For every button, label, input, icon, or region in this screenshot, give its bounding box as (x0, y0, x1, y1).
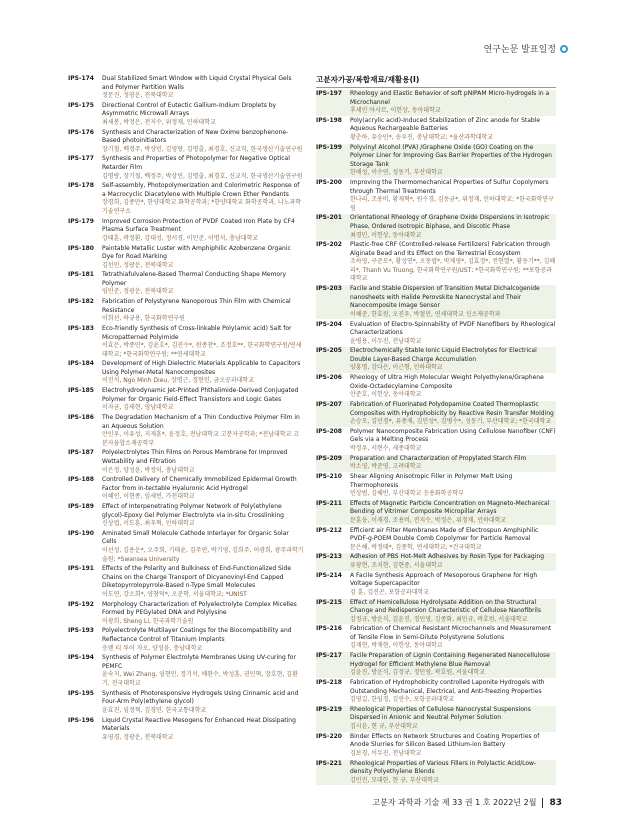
entry-code: IPS-220 (316, 732, 342, 740)
program-entry (316, 374, 556, 400)
entry-code: IPS-195 (68, 689, 94, 697)
entry-authors: 이혜준, 한효원, 오진우, 박철민, 연세대학교 신소재공학과 (350, 310, 501, 318)
entry-title: Directional Control of Eutectic Gallium-Indium Droplets by Asymmetric Microwall Arrays (102, 101, 277, 118)
entry-authors: 박소영, 박준영, 고려대학교 (350, 463, 422, 471)
entry-title: Preparation and Characterization of Propylated Starch Film (350, 454, 527, 462)
section-heading: 고분자가공/복합재료/재활용(I) (316, 75, 420, 84)
entry-authors: 이진석, Ngo Minh Dieu, 장명근, 정현민, 금오공과대학교 (102, 377, 255, 385)
program-entry (316, 500, 556, 526)
entry-title: Binder Effects on Network Structures and Coating Properties of Anode Slurries for Silicon Based Lithium-ion Battery (350, 732, 540, 749)
entry-code: IPS-210 (316, 472, 342, 480)
entry-body (102, 245, 304, 271)
entry-code: IPS-213 (316, 553, 342, 561)
entry-code: IPS-194 (68, 654, 94, 662)
entry-code: IPS-196 (68, 716, 94, 724)
entry-code: IPS-181 (68, 271, 94, 279)
entry-code: IPS-200 (316, 179, 342, 187)
entry-title: Liquid Crystal Reactive Mesogens for Enhanced Heat Dissipating Materials (102, 716, 296, 733)
entry-body (350, 652, 556, 678)
entry-authors: 김정규, 방운식, 김윤진, 정민영, 김종화, 최민규, 곽호원, 서울대학교 (350, 615, 528, 623)
entry-authors: 신상엽, 이도훈, 최우혁, 인하대학교 (102, 520, 195, 528)
program-entry (316, 527, 556, 553)
entry-body (102, 565, 304, 599)
program-entry (68, 654, 304, 688)
entry-title: Fabrication of Chemical Resistant Microchannels and Measurement of Tensile Flow in Semi-Dilute Polystyrene Solutions (350, 625, 552, 641)
entry-body (102, 449, 304, 475)
entry-body (102, 102, 304, 128)
entry-authors: 윤효진, 임정혁, 김경민, 한국교통대학교 (102, 706, 207, 714)
entry-authors: 류광현, 조치현, 김현중, 서울대학교 (350, 561, 443, 569)
entry-title: Plastic-free CRF (Controlled-release Fertilizers) Fabrication through Alginate Bead and Its Effect on the Terrestrial Ecosystem (350, 241, 550, 257)
entry-authors: 유영경, 정광운, 전북대학교 (102, 733, 174, 741)
entry-code: IPS-189 (68, 503, 94, 511)
entry-title: Synthesis of Polymer Electrolyte Membranes Using UV-curing for PEMFC (102, 654, 296, 670)
entry-title: Synthesis of Photoresponsive Hydrogels Using Cinnamic acid and Four-Arm Poly(ethylene glycol) (102, 689, 299, 706)
program-entry (68, 690, 304, 716)
entry-body (350, 321, 556, 347)
entry-code: IPS-180 (68, 244, 94, 252)
entry-code: IPS-178 (68, 182, 94, 190)
entry-authors: 최세봉, 박정은, 전지수, 위정재, 인하대학교 (102, 118, 216, 126)
entry-body (102, 325, 304, 359)
entry-code: IPS-191 (68, 565, 94, 573)
entry-body (350, 90, 556, 116)
program-entry (68, 476, 304, 502)
entry-code: IPS-190 (68, 529, 94, 537)
entry-code: IPS-186 (68, 414, 94, 422)
entry-body (102, 387, 304, 413)
entry-code: IPS-221 (316, 759, 342, 767)
entry-title: Rheological Properties of Various Fillers in Polylactic Acid/Low-density Polyethylene Blends (350, 759, 537, 776)
entry-code: IPS-217 (316, 652, 342, 660)
entry-authors: 이선성, 김용운*, 오주희, 기태윤, 김주연, 박기영, 김희주, 이광희, 광주과학기술원; *Swansea University (102, 546, 304, 563)
entry-title: Rheology of Ultra High Molecular Weight Polyethylene/Graphene Oxide-Octadecylamine Composite (350, 374, 544, 390)
program-entry (316, 553, 556, 570)
program-entry (316, 321, 556, 347)
entry-code: IPS-175 (68, 101, 94, 109)
program-entry (316, 473, 556, 499)
entry-body (350, 679, 556, 705)
program-entry (68, 601, 304, 627)
entry-body (102, 218, 304, 244)
entry-authors: 김민진, 모대한, 현 규, 부산대학교 (350, 776, 439, 784)
entry-authors: 문은혜, 박정태*, 김종학, 연세대학교; *건국대학교 (350, 543, 482, 551)
entry-authors: 조하영, 구준모*, 황성연*, 오동엽*, 박제영*, 김효정*, 전현열*, 황동기**, 김혜리*, Thanh Vu Truong, 한국화학연구원/UST; *한국화학연구원; **포항공과대학교 (350, 258, 556, 283)
entry-body (350, 599, 556, 625)
program-entry (68, 717, 304, 743)
entry-body (102, 75, 304, 101)
entry-body (350, 706, 556, 732)
page-number: 83 (542, 798, 562, 808)
entry-title: Polyelectrolyte Multilayer Coatings for the Biocompatibility and Reflectance Control of Titanium Implants (102, 627, 292, 644)
program-entry (316, 455, 556, 472)
entry-title: Evaluation of Electro-Spinnability of PVDF Nanofibers by Rheological Characterizations (350, 320, 556, 337)
program-entry (68, 325, 304, 359)
program-entry (68, 387, 304, 413)
entry-body (350, 347, 556, 373)
entry-title: Fabrication of Hydrophobicity controlled Laponite Hydrogels with Outstanding Mechanical, Electrical, and Anti-freezing Properties (350, 679, 545, 695)
entry-code: IPS-177 (68, 155, 94, 163)
entry-code: IPS-193 (68, 627, 94, 635)
page-header (484, 42, 568, 55)
program-entry (68, 218, 304, 244)
entry-code: IPS-209 (316, 454, 342, 462)
program-entry (68, 449, 304, 475)
entry-code: IPS-208 (316, 427, 342, 435)
program-entry (68, 271, 304, 297)
entry-code: IPS-218 (316, 679, 342, 687)
entry-title: Electrohydrodynamic Jet-Printed Phthalimide-Derived Conjugated Polymer for Organic Field-Effect Transistors and Logic Gates (102, 387, 299, 403)
program-entry (316, 652, 556, 678)
entry-authors: 이효은, 박종민*, 김윤호*, 김진수*, 원종찬*, 조정호**, 한국화학연구원/연세대학교; *한국화학연구원; **연세대학교 (102, 342, 302, 358)
entry-title: Electrochemically Stable Ionic Liquid Electrolytes for Electrical Double Layer-Based Charge Accumulation (350, 347, 537, 363)
entry-body (350, 473, 556, 499)
entry-code: IPS-187 (68, 449, 94, 457)
left-column (68, 75, 304, 743)
entry-title: Polymer Nanocomposite Fabrication Using Cellulose Nanofiber (CNF) Gels via a Melting Process (350, 427, 556, 444)
entry-code: IPS-212 (316, 526, 342, 534)
program-entry (316, 90, 556, 116)
entry-body (350, 241, 556, 284)
entry-authors: 강태훈, 곽정환, 강대성, 정서경, 이민준, 이명석, 충남대학교 (102, 234, 259, 242)
entry-body (102, 414, 304, 448)
entry-code: IPS-205 (316, 347, 342, 355)
entry-authors: 김재현, 박재현, 이헌상, 동아대학교 (350, 642, 443, 650)
program-entry (316, 144, 556, 178)
program-entry (68, 129, 304, 155)
entry-title: Fabrication of Fluorinated Polydopamine Coated Thermoplastic Composites with Hydrophobicity by Reactive Resin Transfer Molding (350, 401, 554, 417)
entry-code: IPS-192 (68, 600, 94, 608)
journal-info: 고분자 과학과 기술 제 33 권 1 호 2022년 2월 (372, 798, 537, 807)
program-entry (68, 565, 304, 599)
program-entry (316, 679, 556, 705)
entry-body (102, 298, 304, 324)
entry-authors: 안준호, 이헌상, 동아대학교 (350, 391, 422, 399)
entry-code: IPS-214 (316, 571, 342, 579)
entry-title: Effects of the Polarity and Bulkiness of End-Functionalized Side Chains on the Charge Transport of Dicyanovinyl-End Capped Diketopyrrolopyrrole-Based n-Type Small Molecules (102, 565, 292, 590)
entry-title: Synthesis and Characterization of New Oxime benzophenone-Based photoinitiators (102, 128, 289, 145)
entry-authors: 이자균, 김세현, 영남대학교 (102, 404, 174, 412)
entry-title: Paintable Metallic Luster with Amphiphilic Azobenzene Organic Dye for Road Marking (102, 244, 291, 261)
entry-body (102, 476, 304, 502)
entry-body (350, 455, 556, 472)
program-entry (316, 572, 556, 598)
entry-authors: 응웬 티 투이 자오, 양성윤, 충남대학교 (102, 644, 203, 652)
entry-code: IPS-199 (316, 143, 342, 151)
entry-title: Tetrathiafulvalene-Based Thermal Conducting Shape Memory Polymer (102, 271, 287, 287)
entry-title: Development of High Dielectric Materials Applicable to Capacitors Using Polymer-Metal Nanocomposites (102, 360, 301, 376)
program-entry (68, 503, 304, 529)
entry-body (350, 144, 556, 178)
entry-title: Effect of Hemicellulose Hydrolysate Addition on the Structural Change and Redispersion Characteristic of Cellulose Nanofibrils (350, 598, 541, 615)
entry-body (350, 760, 556, 786)
entry-body (102, 182, 304, 216)
program-entry (68, 75, 304, 101)
entry-title: Morphology Characterization of Polyelectrolyte Complex Micelles Formed by PEGylated DNA and Polylysine (102, 600, 297, 617)
entry-title: Adhesion of PBS Hot-Melt Adhesives by Rosin Type for Packaging (350, 553, 545, 561)
program-entry (68, 530, 304, 564)
entry-title: Facile and Stable Dispersion of Transition Metal Dichalcogenide nanosheets with Halide Perovskite Nanocrystal and Their Nanocomposite Image Sensor (350, 285, 540, 310)
entry-authors: 김영길, 한임경, 김연수, 포항공과대학교 (350, 696, 455, 704)
entry-code: IPS-183 (68, 325, 94, 332)
entry-body (102, 654, 304, 688)
program-entry (316, 706, 556, 732)
entry-authors: 김명랑, 장기철, 백정주, 박상민, 김명출, 최경호, 신교직, 한국생산기술연구원 (102, 172, 303, 180)
entry-authors: 김시윤, 현 규, 부산대학교 (350, 722, 418, 730)
program-entry (316, 401, 556, 427)
entry-body (350, 214, 556, 240)
entry-code: IPS-176 (68, 128, 94, 136)
entry-title: Effects of Magnetic Particle Concentration on Magneto-Mechanical Bending of Vitrimer Composite Micropillar Arrays (350, 499, 550, 516)
program-entry (68, 298, 304, 324)
entry-body (350, 401, 556, 427)
page-footer (372, 797, 562, 808)
entry-authors: 김윤진, 방운식, 김정규, 정민영, 곽호원, 서울대학교 (350, 669, 485, 677)
entry-body (350, 117, 556, 143)
entry-title: Polyvinyl Alcohol (PVA) /Graphene Oxide (GO) Coating on the Polymer Liner for Improving Gas Barrier Properties of the Hydrogen Storage Tank (350, 143, 552, 168)
entry-body (350, 374, 556, 400)
entry-authors: 황춘하, 유승민*, 송우진, 충남대학교; *울산과학대학교 (350, 133, 494, 141)
entry-authors: 민상범, 김혜빈, 부산대학교 응용화학공학부 (350, 490, 464, 498)
entry-title: Improved Corrosion Protection of PVDF Coated Iron Plate by CF4 Plasma Surface Treatment (102, 217, 295, 234)
entry-body (102, 717, 304, 743)
entry-code: IPS-204 (316, 320, 342, 328)
entry-code: IPS-179 (68, 217, 94, 225)
entry-body (102, 627, 304, 653)
program-entry (316, 760, 556, 786)
entry-authors: 이광희, Sheng Li, 한국과학기술원 (102, 617, 194, 625)
circle-bullet-icon (560, 45, 568, 53)
program-entry (316, 214, 556, 240)
entry-authors: 장경희, 김종만*, 한양대학교 화학공학과; *한양대학교 화학공학과, 나노과학기술연구소 (102, 199, 302, 215)
entry-title: Facile Preparation of Lignin Containing Regenerated Nanocellulose Hydrogel for Efficient Methylene Blue Removal (350, 652, 550, 668)
program-entry (68, 245, 304, 271)
section-divider (316, 87, 556, 88)
entry-authors: 박정우, 서현수, 세종대학교 (350, 444, 422, 452)
entry-title: Aminated Small Molecule Cathode Interlayer for Organic Solar Cells (102, 529, 289, 546)
entry-authors: 한해성, 이수연, 성동기, 부산대학교 (350, 169, 443, 177)
entry-code: IPS-184 (68, 360, 94, 368)
entry-body (350, 285, 556, 319)
entry-body (102, 360, 304, 386)
entry-code: IPS-198 (316, 116, 342, 124)
entry-title: Shear Aligning Anisotropic Filler in Polymer Melt Using Thermophoresis (350, 472, 513, 489)
entry-title: Poly(acrylic acid)-Induced Stabilization of Zinc anode for Stable Aqueous Rechargeable Batteries (350, 116, 541, 133)
entry-authors: 이도연, 강소희*, 양창덕*, 오준학, 서울대학교; *UNIST (102, 590, 247, 598)
entry-authors: 장기철, 백정주, 박상민, 김영랑, 김명출, 최경호, 신교직, 한국생산기술연구원 (102, 145, 303, 153)
program-entry (68, 414, 304, 448)
program-entry (68, 182, 304, 216)
program-entry (316, 428, 556, 454)
program-entry (316, 625, 556, 651)
entry-authors: 김보경, 이두진, 전남대학교 (350, 749, 422, 757)
entry-body (102, 155, 304, 181)
entry-authors: 이은정, 양성윤, 박정익, 충남대학교 (102, 466, 195, 474)
entry-code: IPS-185 (68, 387, 94, 395)
entry-body (350, 733, 556, 759)
entry-title: Controlled Delivery of Chemically Immobilized Epidermal Growth Factor from in-tectable Hyaluronic Acid Hydrogel (102, 476, 297, 492)
entry-body (350, 428, 556, 454)
entry-body (102, 503, 304, 529)
entry-body (350, 625, 556, 651)
entry-body (350, 527, 556, 553)
entry-code: IPS-202 (316, 241, 342, 249)
entry-authors: 김선민, 정광운, 전북대학교 (102, 261, 174, 269)
entry-code: IPS-197 (316, 90, 342, 97)
entry-title: Rheology and Elastic Behavior of soft pNIPAM Micro-hydrogels in a Microchannel (350, 90, 550, 106)
program-entry (68, 155, 304, 181)
entry-code: IPS-211 (316, 499, 342, 507)
entry-authors: 최경민, 이헌상, 동아대학교 (350, 231, 422, 239)
entry-body (102, 129, 304, 155)
entry-authors: 후세인 아사르, 이헌상, 동아대학교 (350, 107, 441, 115)
program-entry (68, 102, 304, 128)
program-entry (316, 285, 556, 319)
entry-authors: 윤병용, 이두진, 전남대학교 (350, 337, 422, 345)
program-entry (316, 241, 556, 284)
entry-code: IPS-182 (68, 298, 94, 306)
entry-title: Fabrication of Polystyrene Nanoporous Thin Film with Chemical Resistance (102, 298, 291, 314)
program-entry (316, 347, 556, 373)
right-column (316, 75, 556, 786)
entry-code: IPS-203 (316, 285, 342, 293)
entry-body (350, 553, 556, 570)
program-entry (316, 179, 556, 213)
entry-title: Improving the Thermomechanical Properties of Sulfur Copolymers through Thermal Treatments (350, 179, 549, 195)
entry-title: Efficient air Filter Membranes Made of Electrospun Amphiphilic PVDF-g-POEM Double Comb Copolymer for Particle Removal (350, 526, 539, 543)
program-entry (316, 599, 556, 625)
entry-authors: 윤숙지, Wei Zhang, 임현민, 정기석, 배완수, 박성훈, 권민혁, 장호현, 김환기, 전국대학교 (102, 671, 298, 687)
entry-body (102, 601, 304, 627)
entry-body (102, 530, 304, 564)
entry-code: IPS-216 (316, 625, 342, 633)
entry-code: IPS-207 (316, 401, 342, 409)
entry-title: Self-assembly, Photopolymerization and Colorimetric Response of a Macrocyclic Diacetylene with Multiple Crown Ether Pendants (102, 182, 300, 198)
entry-body (102, 690, 304, 716)
entry-title: Effect of Interpenetrating Polymer Network of Poly(ethylene glycol)-Epoxy Gel Polymer Electrolyte via in-situ Crosslinking (102, 503, 284, 519)
entry-authors: 김 훈, 김진곤, 포항공과대학교 (350, 588, 430, 596)
program-entry (68, 627, 304, 653)
entry-authors: 이희선, 하규용, 한국화학연구원 (102, 315, 185, 323)
entry-title: Rheological Properties of Cellulose Nanocrystal Suspensions Dispersed in Anionic and Neutral Polymer Solution (350, 705, 531, 722)
entry-title: The Degradation Mechanism of a Thin Conductive Polymer Film in an Aqueous Solution (102, 414, 300, 430)
entry-title: Dual Stabilized Smart Window with Liquid Crystal Physical Gels and Polymer Partition Walls (102, 75, 292, 91)
program-entry (316, 733, 556, 759)
entry-code: IPS-201 (316, 214, 342, 222)
entry-code: IPS-219 (316, 705, 342, 713)
entry-authors: 정문진, 정광운, 전북대학교 (102, 92, 174, 100)
entry-body (350, 179, 556, 213)
entry-title: A Facile Synthesis Approach of Mesoporous Graphene for High Voltage Supercapacitor (350, 571, 538, 588)
entry-code: IPS-206 (316, 374, 342, 382)
entry-body (102, 271, 304, 297)
entry-title: Orientational Rheology of Graphene Oxide Dispersions in Isotropic Phase, Ordered Isotropic Biphase, and Discotic Phase (350, 214, 550, 230)
entry-title: Polyelectrolytes Thin Films on Porous Membrane for Improved Wettability and Filtration (102, 449, 288, 465)
entry-body (350, 500, 556, 526)
entry-code: IPS-215 (316, 598, 342, 606)
entry-authors: 임민준, 정광운, 전북대학교 (102, 288, 174, 296)
entry-authors: 양홍명, 강다은, 이근형, 인하대학교 (350, 364, 443, 372)
entry-code: IPS-188 (68, 476, 94, 484)
entry-body (350, 572, 556, 598)
section-title: 연구논문 발표일정 (483, 45, 556, 55)
entry-authors: 안인우, 이유성, 지재훈*, 윤정호, 전남대학교 고분자공학과; *전남대학교 고분자융합소재공학부 (102, 431, 300, 447)
entry-title: Eco-friendly Synthesis of Cross-linkable Poly(amic acid) Salt for Micropatterned Polyimide (102, 325, 292, 341)
entry-authors: 문훈웅, 이재경, 조용비, 전지수, 박정은, 위정재, 인하대학교 (350, 516, 507, 524)
entry-code: IPS-174 (68, 75, 94, 82)
entry-title: Synthesis and Properties of Photopolymer for Negative Optical Retarder Film (102, 155, 290, 172)
entry-authors: 손승모, 김민경*, 유종재, 김민성*, 김병수*, 성동기, 부산대학교; *한국대학교 (350, 418, 552, 426)
program-entry (68, 360, 304, 386)
program-entry (316, 117, 556, 143)
entry-authors: 한나리, 조용비, 황재혁*, 원수경, 김동균*, 위정재, 인하대학교; *한국화학연구원 (350, 196, 554, 212)
entry-authors: 이혜인, 이현종, 임세빈, 가천대학교 (102, 493, 195, 501)
